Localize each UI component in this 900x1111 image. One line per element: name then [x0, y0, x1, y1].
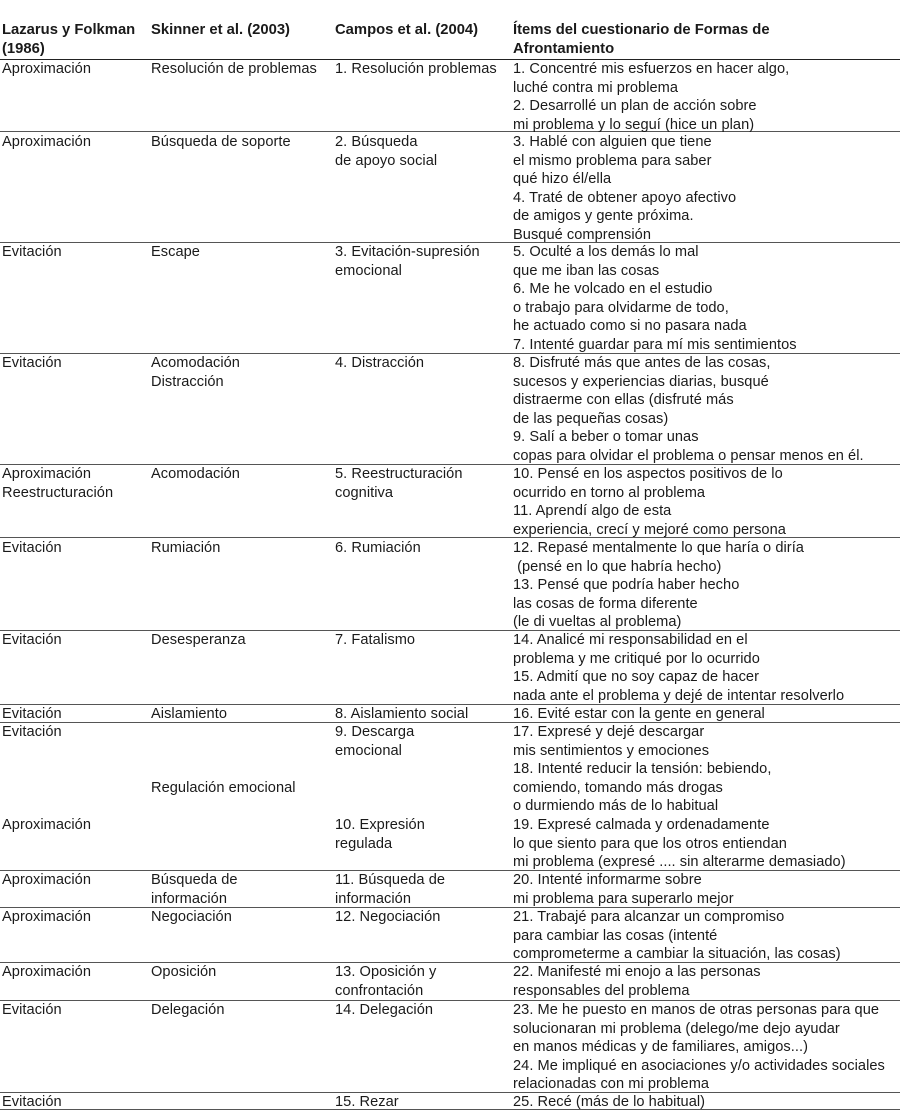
approach-cell: Evitación: [2, 540, 62, 556]
campos-cell: 11. Búsqueda de información: [335, 872, 446, 907]
campos-cell: 9. Descarga emocional: [335, 724, 415, 759]
skinner-cell: Escape: [151, 244, 200, 260]
header-lazarus-folkman: Lazarus y Folkman (1986): [2, 22, 136, 57]
header-campos: Campos et al. (2004): [335, 22, 479, 38]
skinner-cell: Resolución de problemas: [151, 61, 317, 77]
skinner-cell: Oposición: [151, 964, 217, 980]
items-cell: 14. Analicé mi responsabilidad en el problema y me critiqué por lo ocurrido 15. Admití que no soy capaz de hacer nada ante el problema y dejé de intentar resolverlo: [513, 632, 845, 704]
campos-cell: 2. Búsqueda de apoyo social: [335, 134, 438, 169]
approach-cell: Evitación: [2, 724, 62, 740]
items-cell: 1. Concentré mis esfuerzos en hacer algo, luché contra mi problema 2. Desarrollé un plan de acción sobre mi problema y lo seguí (hice un plan): [513, 61, 790, 133]
items-cell: 12. Repasé mentalmente lo que haría o diría (pensé en lo que habría hecho) 13. Pensé que podría haber hecho las cosas de forma diferente (le di vueltas al problema): [513, 540, 804, 630]
campos-cell: 3. Evitación-supresión emocional: [335, 244, 480, 279]
items-cell: 8. Disfruté más que antes de las cosas, sucesos y experiencias diarias, busqué distraerme con ellas (disfruté más de las pequeñas cosas) 9. Salí a beber o tomar unas copas para olvidar el problema o pensar menos en él.: [513, 355, 864, 464]
approach-cell: Evitación: [2, 244, 62, 260]
campos-cell: 7. Fatalismo: [335, 632, 416, 648]
skinner-cell: Desesperanza: [151, 632, 246, 648]
header-skinner: Skinner et al. (2003): [151, 22, 290, 38]
campos-cell: 13. Oposición y confrontación: [335, 964, 437, 999]
skinner-cell: Búsqueda de información: [151, 872, 238, 907]
approach-cell: Aproximación: [2, 134, 92, 150]
approach-cell: Evitación: [2, 1002, 62, 1018]
campos-cell: 12. Negociación: [335, 909, 441, 925]
header-items-cuestionario: Ítems del cuestionario de Formas de Afrontamiento: [513, 22, 770, 57]
items-cell: 3. Hablé con alguien que tiene el mismo problema para saber qué hizo él/ella 4. Traté de obtener apoyo afectivo de amigos y gente próxima. Busqué comprensión: [513, 134, 737, 243]
table-bottom-rule: [0, 1109, 900, 1110]
approach-cell: Aproximación: [2, 964, 92, 980]
approach-cell: Evitación: [2, 1094, 62, 1110]
skinner-cell: Regulación emocional: [151, 780, 296, 796]
skinner-cell: Acomodación Distracción: [151, 355, 240, 390]
approach-cell: Evitación: [2, 706, 62, 722]
approach-cell: Evitación: [2, 632, 62, 648]
skinner-cell: Búsqueda de soporte: [151, 134, 291, 150]
campos-cell: 1. Resolución problemas: [335, 61, 497, 77]
approach-cell: Aproximación: [2, 61, 92, 77]
campos-cell: 15. Rezar: [335, 1094, 399, 1110]
campos-cell: 5. Reestructuración cognitiva: [335, 466, 463, 501]
skinner-cell: Delegación: [151, 1002, 225, 1018]
approach-cell: Aproximación: [2, 872, 92, 888]
skinner-cell: Acomodación: [151, 466, 240, 482]
skinner-cell: Rumiación: [151, 540, 221, 556]
approach-cell: Aproximación: [2, 909, 92, 925]
items-cell: 17. Expresé y dejé descargar mis sentimientos y emociones 18. Intenté reducir la tensión: bebiendo, comiendo, tomando más drogas o durmiendo más de lo habitual: [513, 724, 772, 814]
items-cell: 19. Expresé calmada y ordenadamente lo que siento para que los otros entiendan mi problema (expresé .... sin alterarme demasiado): [513, 817, 846, 870]
items-cell: 23. Me he puesto en manos de otras personas para que solucionaran mi problema (delego/me dejo ayudar en manos médicas y de familiares, amigos...) 24. Me impliqué en asociaciones y/o actividades sociales relacionadas con mi problema: [513, 1002, 885, 1092]
items-cell: 25. Recé (más de lo habitual): [513, 1094, 706, 1110]
approach-cell: Aproximación Reestructuración: [2, 466, 114, 501]
items-cell: 21. Trabajé para alcanzar un compromiso para cambiar las cosas (intenté comprometerme a cambiar la situación, las cosas): [513, 909, 841, 962]
campos-cell: 8. Aislamiento social: [335, 706, 469, 722]
approach-cell: Evitación: [2, 355, 62, 371]
campos-cell: 14. Delegación: [335, 1002, 434, 1018]
skinner-cell: Negociación: [151, 909, 232, 925]
items-cell: 20. Intenté informarme sobre mi problema para superarlo mejor: [513, 872, 734, 907]
items-cell: 5. Oculté a los demás lo mal que me iban las cosas 6. Me he volcado en el estudio o trabajo para olvidarme de todo, he actuado como si no pasara nada 7. Intenté guardar para mí mis sentimientos: [513, 244, 797, 353]
items-cell: 16. Evité estar con la gente en general: [513, 706, 765, 722]
skinner-cell: Aislamiento: [151, 706, 227, 722]
campos-cell: 6. Rumiación: [335, 540, 421, 556]
items-cell: 22. Manifesté mi enojo a las personas responsables del problema: [513, 964, 761, 999]
items-cell: 10. Pensé en los aspectos positivos de lo ocurrido en torno al problema 11. Aprendí algo de esta experiencia, crecí y mejoré como persona: [513, 466, 786, 538]
campos-cell: 4. Distracción: [335, 355, 425, 371]
campos-cell: 10. Expresión regulada: [335, 817, 425, 852]
approach-cell: Aproximación: [2, 817, 92, 833]
